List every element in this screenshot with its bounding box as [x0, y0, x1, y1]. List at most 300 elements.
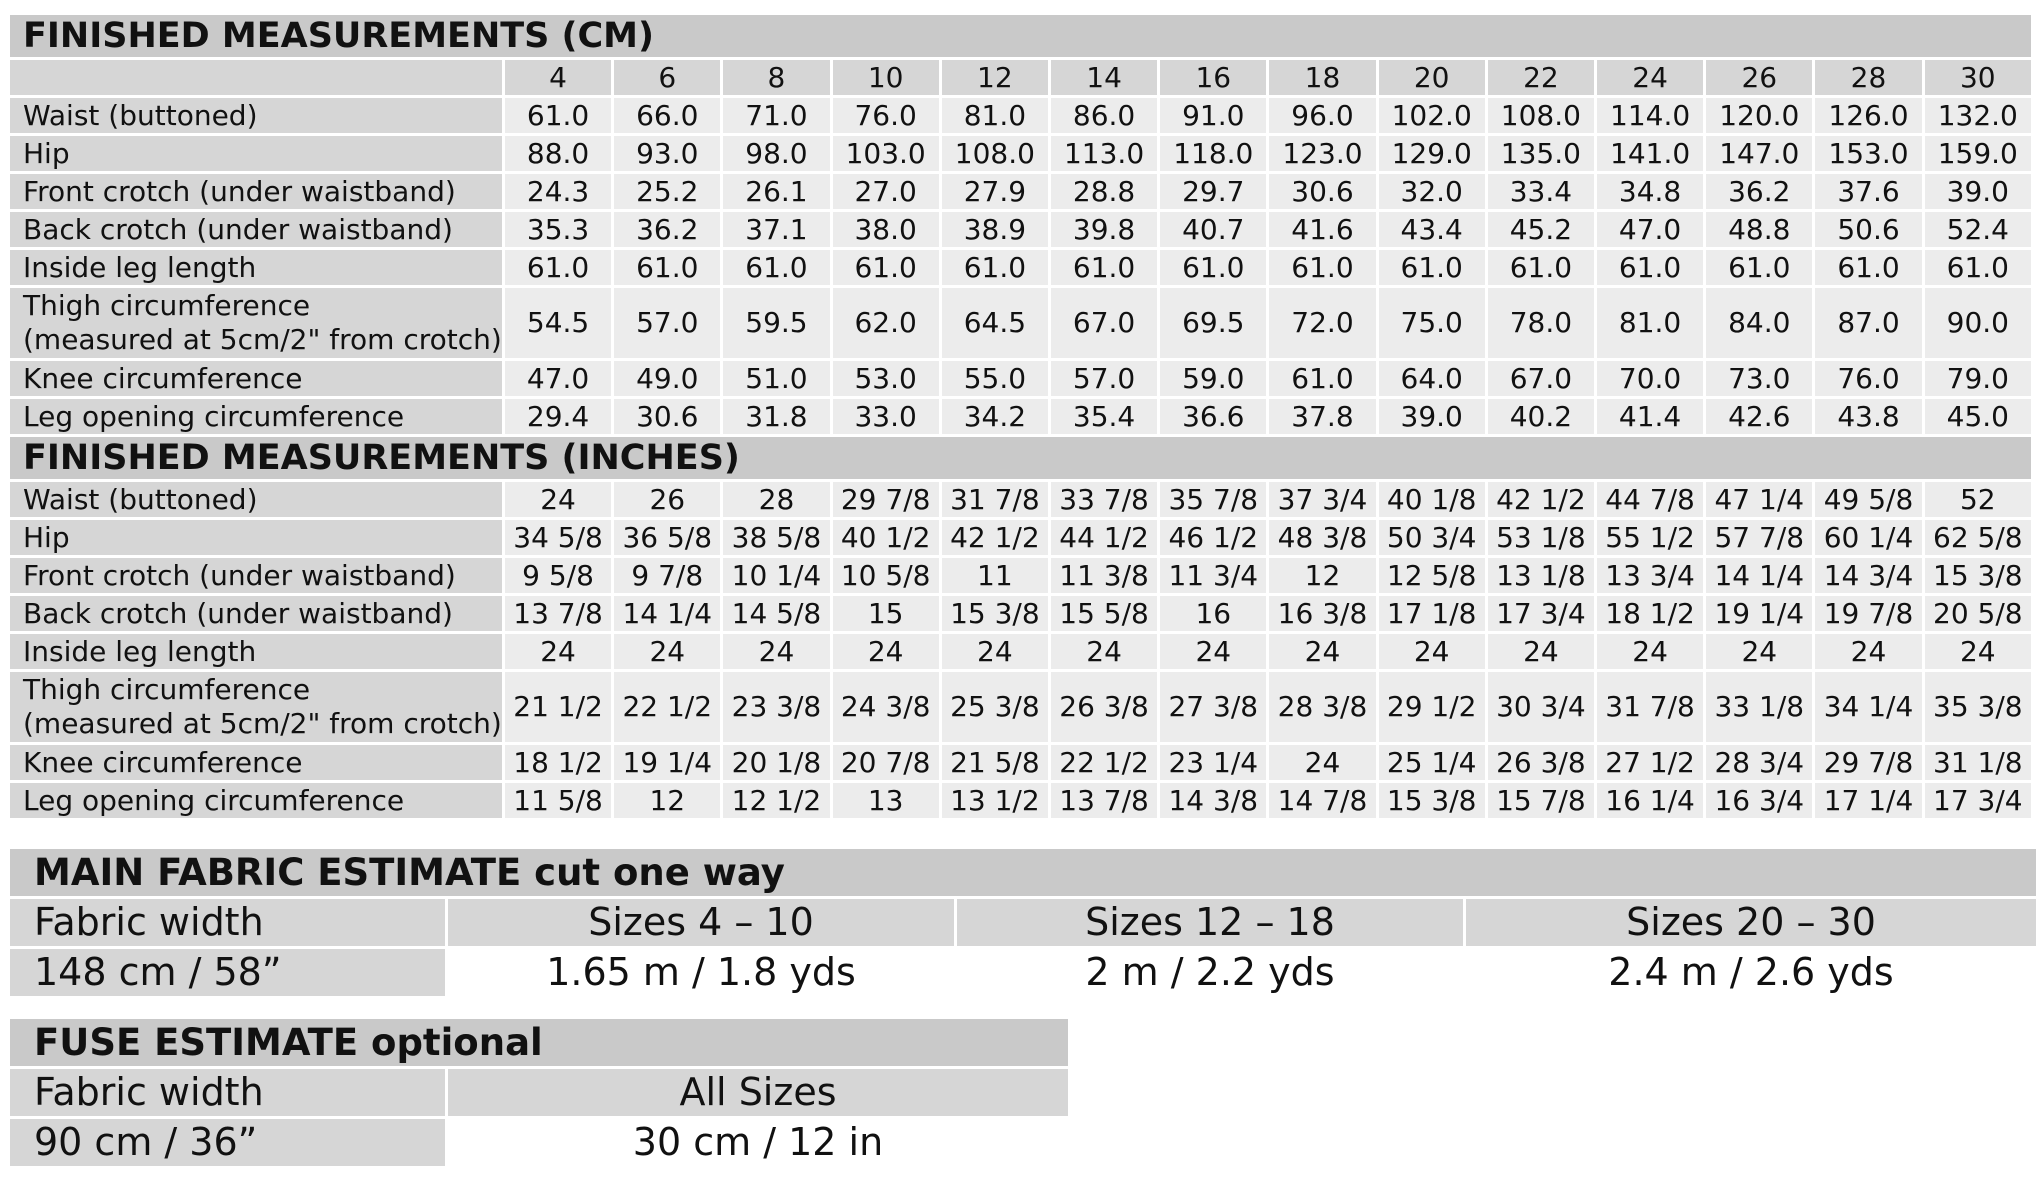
measurement-value: 96.0 — [1269, 98, 1375, 133]
measurement-value: 34.8 — [1597, 174, 1703, 209]
measurement-value: 26.1 — [723, 174, 829, 209]
measurement-value: 86.0 — [1051, 98, 1157, 133]
measurement-value: 24 — [1706, 634, 1812, 669]
measurement-value: 25 1/4 — [1379, 745, 1485, 780]
cm-section-title: FINISHED MEASUREMENTS (CM) — [10, 15, 2031, 57]
measurement-value: 46 1/2 — [1160, 520, 1266, 555]
measurement-value: 26 3/8 — [1051, 672, 1157, 742]
measurement-value: 61.0 — [1706, 250, 1812, 285]
measurement-value: 10 1/4 — [723, 558, 829, 593]
size-header-cell: 20 — [1379, 60, 1485, 95]
size-header-blank — [10, 60, 502, 95]
measurement-value: 118.0 — [1160, 136, 1266, 171]
measurement-label: Knee circumference — [10, 361, 502, 396]
measurement-value: 72.0 — [1269, 288, 1375, 358]
measurement-value: 84.0 — [1706, 288, 1812, 358]
measurement-value: 61.0 — [1815, 250, 1921, 285]
size-header-cell: 12 — [942, 60, 1048, 95]
inch-section-title: FINISHED MEASUREMENTS (INCHES) — [10, 437, 2031, 479]
measurement-value: 42 1/2 — [942, 520, 1048, 555]
measurement-value: 93.0 — [614, 136, 720, 171]
measurement-value: 17 1/4 — [1815, 783, 1921, 818]
measurement-value: 28.8 — [1051, 174, 1157, 209]
measurement-value: 61.0 — [1269, 250, 1375, 285]
measurement-value: 123.0 — [1269, 136, 1375, 171]
measurement-value: 14 5/8 — [723, 596, 829, 631]
measurement-value: 70.0 — [1597, 361, 1703, 396]
measurement-value: 24 — [1379, 634, 1485, 669]
measurement-value: 57.0 — [614, 288, 720, 358]
measurement-value: 19 7/8 — [1815, 596, 1921, 631]
main-fabric-column-header: Sizes 4 – 10 — [448, 899, 954, 946]
measurement-label-line: Thigh circumference — [23, 289, 311, 322]
measurement-value: 78.0 — [1488, 288, 1594, 358]
size-header-cell: 6 — [614, 60, 720, 95]
measurement-value: 13 1/2 — [942, 783, 1048, 818]
measurement-value: 31 1/8 — [1925, 745, 2031, 780]
measurement-value: 75.0 — [1379, 288, 1485, 358]
fuse-title-row — [10, 1019, 1068, 1066]
measurement-value: 15 3/8 — [1379, 783, 1485, 818]
fuse-value-row — [10, 1119, 1068, 1166]
measurement-value: 51.0 — [723, 361, 829, 396]
measurement-value: 35 3/8 — [1925, 672, 2031, 742]
measurement-value: 45.0 — [1925, 399, 2031, 434]
size-header-cell: 4 — [505, 60, 611, 95]
measurement-value: 88.0 — [505, 136, 611, 171]
measurement-value: 102.0 — [1379, 98, 1485, 133]
measurement-value: 16 — [1160, 596, 1266, 631]
measurement-value: 40.2 — [1488, 399, 1594, 434]
measurement-value: 53 1/8 — [1488, 520, 1594, 555]
measurement-value: 14 3/4 — [1815, 558, 1921, 593]
main-fabric-column-header: Sizes 12 – 18 — [957, 899, 1463, 946]
measurement-value: 44 1/2 — [1051, 520, 1157, 555]
measurement-value: 61.0 — [614, 250, 720, 285]
fuse-estimate-table — [7, 1016, 1071, 1169]
measurement-value: 17 1/8 — [1379, 596, 1485, 631]
measurement-value: 31.8 — [723, 399, 829, 434]
measurement-value: 29.7 — [1160, 174, 1266, 209]
measurement-label: Front crotch (under waistband) — [10, 174, 502, 209]
measurement-value: 14 1/4 — [614, 596, 720, 631]
measurement-value: 108.0 — [942, 136, 1048, 171]
measurement-value: 71.0 — [723, 98, 829, 133]
measurement-value: 37 3/4 — [1269, 482, 1375, 517]
size-header-row — [10, 60, 2031, 95]
measurement-value: 36 5/8 — [614, 520, 720, 555]
measurement-value: 34 1/4 — [1815, 672, 1921, 742]
measurement-value: 153.0 — [1815, 136, 1921, 171]
main-fabric-value-row — [10, 949, 2036, 996]
measurement-value: 22 1/2 — [1051, 745, 1157, 780]
measurement-row — [10, 558, 2031, 593]
measurement-value: 16 3/4 — [1706, 783, 1812, 818]
measurement-value: 48 3/8 — [1269, 520, 1375, 555]
measurement-value: 24 — [1925, 634, 2031, 669]
measurement-value: 11 3/8 — [1051, 558, 1157, 593]
fuse-width-label: Fabric width — [10, 1069, 445, 1116]
measurement-value: 91.0 — [1160, 98, 1266, 133]
measurement-value: 37.6 — [1815, 174, 1921, 209]
measurement-value: 45.2 — [1488, 212, 1594, 247]
main-fabric-column-header: Sizes 20 – 30 — [1466, 899, 2036, 946]
measurement-value: 13 3/4 — [1597, 558, 1703, 593]
measurement-value: 24 — [1160, 634, 1266, 669]
measurement-value: 29 7/8 — [1815, 745, 1921, 780]
measurement-value: 15 3/8 — [942, 596, 1048, 631]
main-fabric-estimate-table — [7, 846, 2039, 999]
measurement-value: 73.0 — [1706, 361, 1812, 396]
measurement-value: 40 1/2 — [833, 520, 939, 555]
measurement-value: 29 7/8 — [833, 482, 939, 517]
measurement-value: 28 — [723, 482, 829, 517]
measurement-value: 61.0 — [1379, 250, 1485, 285]
measurement-value: 30.6 — [1269, 174, 1375, 209]
measurement-label: Back crotch (under waistband) — [10, 596, 502, 631]
measurement-value: 44 7/8 — [1597, 482, 1703, 517]
measurement-value: 11 5/8 — [505, 783, 611, 818]
measurement-value: 59.0 — [1160, 361, 1266, 396]
size-header-cell: 24 — [1597, 60, 1703, 95]
size-header-cell: 10 — [833, 60, 939, 95]
measurement-value: 81.0 — [1597, 288, 1703, 358]
measurement-value: 28 3/4 — [1706, 745, 1812, 780]
measurement-value: 39.0 — [1379, 399, 1485, 434]
measurement-value: 11 — [942, 558, 1048, 593]
measurement-value: 120.0 — [1706, 98, 1812, 133]
fuse-amount: 30 cm / 12 in — [448, 1119, 1068, 1166]
main-fabric-amount: 1.65 m / 1.8 yds — [448, 949, 954, 996]
measurement-value: 39.0 — [1925, 174, 2031, 209]
measurement-row — [10, 745, 2031, 780]
measurement-value: 36.6 — [1160, 399, 1266, 434]
measurement-value: 40 1/8 — [1379, 482, 1485, 517]
measurement-value: 22 1/2 — [614, 672, 720, 742]
measurement-value: 41.4 — [1597, 399, 1703, 434]
measurement-value: 61.0 — [1925, 250, 2031, 285]
measurement-value: 24 — [614, 634, 720, 669]
measurement-value: 64.5 — [942, 288, 1048, 358]
measurement-value: 37.1 — [723, 212, 829, 247]
measurement-value: 81.0 — [942, 98, 1048, 133]
measurement-value: 57 7/8 — [1706, 520, 1812, 555]
measurement-value: 9 7/8 — [614, 558, 720, 593]
measurement-value: 13 7/8 — [1051, 783, 1157, 818]
measurement-value: 67.0 — [1488, 361, 1594, 396]
fuse-header-row — [10, 1069, 1068, 1116]
size-header-cell: 28 — [1815, 60, 1921, 95]
fuse-column-header: All Sizes — [448, 1069, 1068, 1116]
main-fabric-width-label: Fabric width — [10, 899, 445, 946]
measurement-value: 20 5/8 — [1925, 596, 2031, 631]
measurement-value: 15 — [833, 596, 939, 631]
measurement-label: Inside leg length — [10, 634, 502, 669]
measurement-value: 31 7/8 — [1597, 672, 1703, 742]
measurement-value: 14 3/8 — [1160, 783, 1266, 818]
measurement-value: 49 5/8 — [1815, 482, 1921, 517]
measurement-value: 35.3 — [505, 212, 611, 247]
measurement-value: 18 1/2 — [1597, 596, 1703, 631]
measurement-value: 12 5/8 — [1379, 558, 1485, 593]
measurement-value: 61.0 — [833, 250, 939, 285]
measurement-value: 12 — [1269, 558, 1375, 593]
measurement-value: 61.0 — [1160, 250, 1266, 285]
measurement-value: 126.0 — [1815, 98, 1921, 133]
measurement-value: 20 1/8 — [723, 745, 829, 780]
measurement-value: 33.0 — [833, 399, 939, 434]
measurement-label-note: (measured at 5cm/2" from crotch) — [23, 707, 502, 740]
measurement-value: 14 1/4 — [1706, 558, 1812, 593]
measurement-label — [10, 288, 502, 358]
measurement-row — [10, 520, 2031, 555]
measurement-value: 33 7/8 — [1051, 482, 1157, 517]
measurement-value: 29 1/2 — [1379, 672, 1485, 742]
measurement-value: 108.0 — [1488, 98, 1594, 133]
measurement-value: 36.2 — [1706, 174, 1812, 209]
measurement-value: 35 7/8 — [1160, 482, 1266, 517]
measurement-value: 103.0 — [833, 136, 939, 171]
measurement-row — [10, 783, 2031, 818]
measurement-value: 38.0 — [833, 212, 939, 247]
measurement-label: Inside leg length — [10, 250, 502, 285]
measurement-value: 66.0 — [614, 98, 720, 133]
measurement-value: 47 1/4 — [1706, 482, 1812, 517]
measurement-value: 27.0 — [833, 174, 939, 209]
measurement-value: 13 — [833, 783, 939, 818]
measurement-row — [10, 250, 2031, 285]
measurement-value: 147.0 — [1706, 136, 1812, 171]
measurement-label: Leg opening circumference — [10, 399, 502, 434]
measurement-value: 52 — [1925, 482, 2031, 517]
measurement-label: Hip — [10, 136, 502, 171]
measurement-value: 29.4 — [505, 399, 611, 434]
measurement-value: 30 3/4 — [1488, 672, 1594, 742]
measurement-value: 62.0 — [833, 288, 939, 358]
measurement-value: 25 3/8 — [942, 672, 1048, 742]
measurement-value: 21 5/8 — [942, 745, 1048, 780]
measurement-row — [10, 136, 2031, 171]
measurement-value: 55 1/2 — [1597, 520, 1703, 555]
measurement-value: 24 — [833, 634, 939, 669]
measurement-value: 55.0 — [942, 361, 1048, 396]
measurement-value: 13 7/8 — [505, 596, 611, 631]
measurement-value: 61.0 — [942, 250, 1048, 285]
measurement-value: 11 3/4 — [1160, 558, 1266, 593]
measurement-value: 60 1/4 — [1815, 520, 1921, 555]
measurement-row — [10, 482, 2031, 517]
measurement-value: 17 3/4 — [1488, 596, 1594, 631]
measurement-value: 19 1/4 — [614, 745, 720, 780]
finished-measurements-table — [7, 12, 2034, 821]
measurement-value: 15 5/8 — [1051, 596, 1157, 631]
measurement-value: 15 7/8 — [1488, 783, 1594, 818]
measurement-value: 13 1/8 — [1488, 558, 1594, 593]
measurement-value: 14 7/8 — [1269, 783, 1375, 818]
measurement-value: 34.2 — [942, 399, 1048, 434]
measurement-value: 24 — [1815, 634, 1921, 669]
measurement-value: 67.0 — [1051, 288, 1157, 358]
measurement-value: 33.4 — [1488, 174, 1594, 209]
measurement-row — [10, 212, 2031, 247]
measurements-body — [10, 15, 2031, 818]
measurement-value: 24 — [505, 482, 611, 517]
main-fabric-width-value: 148 cm / 58” — [10, 949, 445, 996]
measurement-value: 49.0 — [614, 361, 720, 396]
measurement-value: 113.0 — [1051, 136, 1157, 171]
measurement-value: 61.0 — [505, 98, 611, 133]
measurement-value: 61.0 — [1051, 250, 1157, 285]
measurement-value: 38.9 — [942, 212, 1048, 247]
measurement-label-line: Thigh circumference — [23, 673, 311, 706]
measurement-value: 23 3/8 — [723, 672, 829, 742]
measurement-value: 50.6 — [1815, 212, 1921, 247]
cm-title-row — [10, 15, 2031, 57]
measurement-value: 24 3/8 — [833, 672, 939, 742]
measurement-value: 159.0 — [1925, 136, 2031, 171]
size-header-cell: 14 — [1051, 60, 1157, 95]
measurement-value: 47.0 — [1597, 212, 1703, 247]
measurement-value: 132.0 — [1925, 98, 2031, 133]
measurement-value: 34 5/8 — [505, 520, 611, 555]
measurement-row — [10, 288, 2031, 358]
measurement-value: 32.0 — [1379, 174, 1485, 209]
measurement-value: 90.0 — [1925, 288, 2031, 358]
measurement-value: 27 1/2 — [1597, 745, 1703, 780]
measurement-value: 24 — [1269, 634, 1375, 669]
measurement-value: 76.0 — [1815, 361, 1921, 396]
measurement-value: 25.2 — [614, 174, 720, 209]
measurement-value: 27.9 — [942, 174, 1048, 209]
measurement-value: 61.0 — [1488, 250, 1594, 285]
measurement-value: 42 1/2 — [1488, 482, 1594, 517]
measurement-value: 43.4 — [1379, 212, 1485, 247]
measurement-value: 18 1/2 — [505, 745, 611, 780]
size-header-cell: 16 — [1160, 60, 1266, 95]
measurement-label: Waist (buttoned) — [10, 482, 502, 517]
measurement-value: 135.0 — [1488, 136, 1594, 171]
measurement-value: 53.0 — [833, 361, 939, 396]
measurement-value: 24 — [1597, 634, 1703, 669]
measurement-value: 31 7/8 — [942, 482, 1048, 517]
measurement-value: 24 — [505, 634, 611, 669]
measurement-value: 26 — [614, 482, 720, 517]
measurement-value: 28 3/8 — [1269, 672, 1375, 742]
size-header-cell: 26 — [1706, 60, 1812, 95]
measurement-label: Front crotch (under waistband) — [10, 558, 502, 593]
measurement-row — [10, 98, 2031, 133]
size-header-cell: 22 — [1488, 60, 1594, 95]
measurement-value: 52.4 — [1925, 212, 2031, 247]
measurement-row — [10, 361, 2031, 396]
measurement-value: 24 — [942, 634, 1048, 669]
measurement-value: 24 — [723, 634, 829, 669]
measurement-value: 15 3/8 — [1925, 558, 2031, 593]
measurement-value: 61.0 — [1269, 361, 1375, 396]
main-fabric-header-row — [10, 899, 2036, 946]
measurement-row — [10, 672, 2031, 742]
fuse-title: FUSE ESTIMATE optional — [10, 1019, 1068, 1066]
measurement-value: 12 — [614, 783, 720, 818]
measurement-value: 33 1/8 — [1706, 672, 1812, 742]
measurement-value: 10 5/8 — [833, 558, 939, 593]
measurement-value: 19 1/4 — [1706, 596, 1812, 631]
measurement-value: 61.0 — [505, 250, 611, 285]
measurement-value: 24 — [1051, 634, 1157, 669]
measurement-label: Leg opening circumference — [10, 783, 502, 818]
measurement-value: 20 7/8 — [833, 745, 939, 780]
measurement-value: 41.6 — [1269, 212, 1375, 247]
measurement-value: 50 3/4 — [1379, 520, 1485, 555]
measurement-value: 16 1/4 — [1597, 783, 1703, 818]
measurement-value: 42.6 — [1706, 399, 1812, 434]
measurement-value: 114.0 — [1597, 98, 1703, 133]
measurement-value: 61.0 — [723, 250, 829, 285]
measurement-label: Back crotch (under waistband) — [10, 212, 502, 247]
measurement-value: 61.0 — [1597, 250, 1703, 285]
measurement-value: 23 1/4 — [1160, 745, 1266, 780]
measurement-value: 35.4 — [1051, 399, 1157, 434]
measurement-value: 40.7 — [1160, 212, 1266, 247]
measurement-value: 54.5 — [505, 288, 611, 358]
measurement-label — [10, 672, 502, 742]
main-fabric-amount: 2 m / 2.2 yds — [957, 949, 1463, 996]
measurement-value: 37.8 — [1269, 399, 1375, 434]
size-header-cell: 8 — [723, 60, 829, 95]
measurement-value: 47.0 — [505, 361, 611, 396]
measurement-value: 27 3/8 — [1160, 672, 1266, 742]
measurement-row — [10, 634, 2031, 669]
measurement-label: Hip — [10, 520, 502, 555]
main-fabric-amount: 2.4 m / 2.6 yds — [1466, 949, 2036, 996]
measurement-value: 57.0 — [1051, 361, 1157, 396]
inch-title-row — [10, 437, 2031, 479]
measurement-value: 39.8 — [1051, 212, 1157, 247]
measurement-value: 38 5/8 — [723, 520, 829, 555]
measurement-value: 69.5 — [1160, 288, 1266, 358]
measurement-value: 36.2 — [614, 212, 720, 247]
measurement-value: 87.0 — [1815, 288, 1921, 358]
measurement-value: 59.5 — [723, 288, 829, 358]
measurement-value: 62 5/8 — [1925, 520, 2031, 555]
measurement-value: 12 1/2 — [723, 783, 829, 818]
measurement-row — [10, 596, 2031, 631]
measurement-value: 17 3/4 — [1925, 783, 2031, 818]
measurement-value: 141.0 — [1597, 136, 1703, 171]
size-header-cell: 30 — [1925, 60, 2031, 95]
measurement-value: 24 — [1269, 745, 1375, 780]
measurement-value: 98.0 — [723, 136, 829, 171]
measurement-value: 9 5/8 — [505, 558, 611, 593]
measurement-value: 16 3/8 — [1269, 596, 1375, 631]
measurement-value: 129.0 — [1379, 136, 1485, 171]
measurement-label: Knee circumference — [10, 745, 502, 780]
main-fabric-title: MAIN FABRIC ESTIMATE cut one way — [10, 849, 2036, 896]
measurement-value: 48.8 — [1706, 212, 1812, 247]
size-header-cell: 18 — [1269, 60, 1375, 95]
measurement-value: 79.0 — [1925, 361, 2031, 396]
measurement-value: 21 1/2 — [505, 672, 611, 742]
measurement-value: 24.3 — [505, 174, 611, 209]
measurement-row — [10, 174, 2031, 209]
measurement-value: 43.8 — [1815, 399, 1921, 434]
fuse-width-value: 90 cm / 36” — [10, 1119, 445, 1166]
measurement-value: 64.0 — [1379, 361, 1485, 396]
measurement-value: 30.6 — [614, 399, 720, 434]
measurement-value: 26 3/8 — [1488, 745, 1594, 780]
main-fabric-title-row — [10, 849, 2036, 896]
measurement-value: 76.0 — [833, 98, 939, 133]
